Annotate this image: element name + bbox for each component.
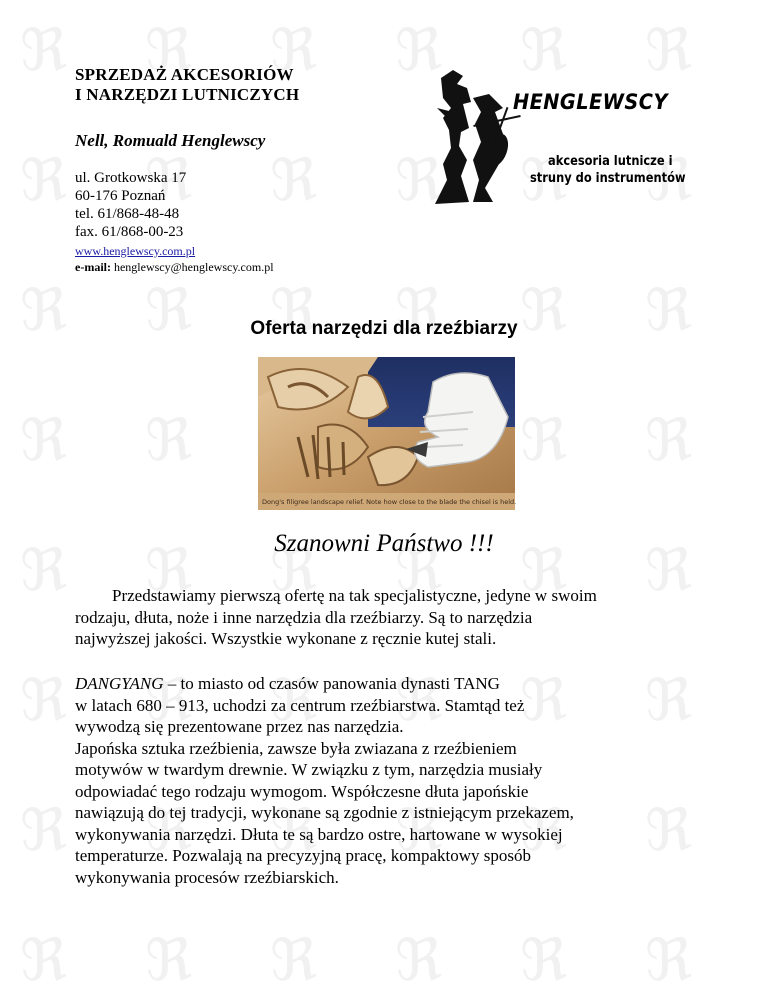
email-line: [75, 260, 274, 275]
city-name: DANGYANG: [75, 674, 164, 693]
photo-caption: Dong's filigree landscape relief. Note how close to the blade the chisel is held.: [262, 498, 517, 506]
history-paragraph: [75, 673, 715, 888]
logo-brand: HENGLEWSCY: [513, 90, 668, 114]
text-line: [75, 673, 715, 695]
intro-paragraph: [75, 585, 715, 650]
text-line-content: – to miasto od czasów panowania dynasti TANG: [163, 674, 500, 693]
company-title-line2: I NARZĘDZI LUTNICZYCH: [75, 85, 300, 104]
phone-number: tel. 61/868-48-48: [75, 206, 180, 222]
text-line: w latach 680 – 913, uchodzi za centrum rzeźbiarstwa. Stamtąd też: [75, 695, 525, 715]
address-city: 60-176 Poznań: [75, 188, 166, 204]
text-line: temperaturze. Pozwalają na precyzyjną pracę, kompaktowy sposób: [75, 846, 531, 865]
text-line-content: Przedstawiamy pierwszą ofertę na tak specjalistyczne, jedyne w swoim: [112, 586, 597, 605]
email-label: e-mail:: [75, 260, 111, 274]
company-title-line1: SPRZEDAŻ AKCESORIÓW: [75, 65, 294, 84]
logo-tagline-1: akcesoria lutnicze i: [548, 154, 673, 169]
text-line: najwyższej jakości. Wszystkie wykonane z ręcznie kutej stali.: [75, 629, 497, 648]
text-line: motywów w twardym drewnie. W związku z tym, narzędzia musiały: [75, 760, 543, 779]
email-address[interactable]: henglewscy@henglewscy.com.pl: [113, 260, 274, 274]
text-line: wykonywania procesów rzeźbiarskich.: [75, 867, 339, 887]
address-block: [75, 169, 186, 241]
text-line: rodzaju, dłuta, noże i inne narzędzia dla rzeźbiarzy. Są to narzędzia: [75, 607, 533, 627]
fax-number: fax. 61/868-00-23: [75, 224, 184, 240]
offer-heading: Oferta narzędzi dla rzeźbiarzy: [250, 318, 518, 339]
address-street: ul. Grotkowska 17: [75, 170, 187, 186]
logo-tagline-2: struny do instrumentów: [530, 171, 686, 186]
owners-name: Nell, Romuald Henglewscy: [75, 131, 266, 150]
text-line: [75, 585, 715, 607]
woodcarving-photo: [258, 357, 515, 510]
website-link[interactable]: www.henglewscy.com.pl: [75, 244, 196, 258]
company-title: [75, 65, 299, 105]
text-line: odpowiadać tego rodzaju wymogom. Współczesne dłuta japońskie: [75, 781, 529, 801]
text-line: wywodzą się prezentowane przez nas narzędzia.: [75, 717, 404, 736]
greeting: Szanowni Państwo !!!: [274, 530, 494, 557]
text-line: wykonywania narzędzi. Dłuta te są bardzo ostre, hartowane w wysokiej: [75, 824, 563, 844]
text-line: nawiązują do tej tradycji, wykonane są zgodnie z istniejącym przekazem,: [75, 803, 574, 822]
text-line: Japońska sztuka rzeźbienia, zawsze była zwiazana z rzeźbieniem: [75, 738, 517, 758]
